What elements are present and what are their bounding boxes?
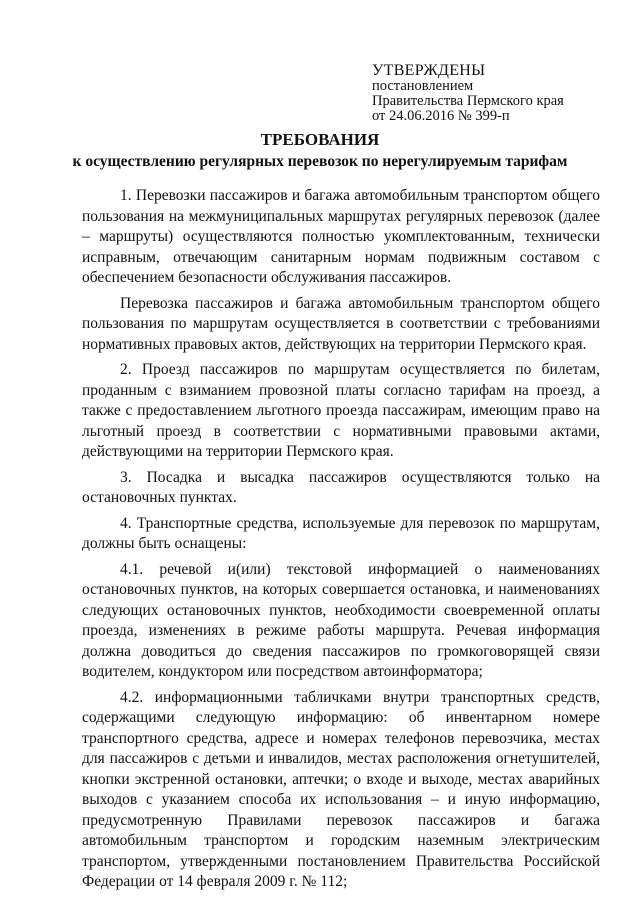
paragraph: 4.1. речевой и(или) текстовой информацией о наименованиях остановочных пунктов, на которых совершается остановка, и наименованиях следующих остановочных пунктов, необходимости своевременной оплаты проезда, изменениях в режиме работы маршрута. Речевая информация должна доводиться до сведения пассажиров по громкоговорящей связи водителем, кондуктором или посредством автоинформатора; (82, 560, 600, 680)
paragraph: 2. Проезд пассажиров по маршрутам осуществляется по билетам, проданным с взиманием провозной платы согласно тарифам на проезд, а также с предоставлением льготного проезда пассажирам, имеющим право на льготный проезд в соответствии с нормативными правовыми актами, действующими на территории Пермского края. (82, 361, 600, 460)
approval-line: Правительства Пермского края (372, 93, 564, 109)
approval-title: УТВЕРЖДЕНЫ (372, 62, 486, 79)
approval-stamp (372, 62, 612, 124)
paragraph: 4. Транспортные средства, используемые для перевозок по маршрутам, должны быть оснащены: (82, 514, 600, 552)
document-body (82, 186, 600, 898)
paragraph: 3. Посадка и высадка пассажиров осуществляются только на остановочных пунктах. (82, 468, 600, 506)
paragraph: 1. Перевозки пассажиров и багажа автомобильным транспортом общего пользования на межмуниципальных маршрутах регулярных перевозок (далее – маршруты) осуществляются полностью укомплектованным, технически исправным, отвечающим санитарным нормам подвижным составом с обеспечением безопасности обслуживания пассажиров. (82, 187, 600, 286)
document-subtitle: к осуществлению регулярных перевозок по нерегулируемым тарифам (72, 153, 568, 170)
paragraph: Перевозка пассажиров и багажа автомобильным транспортом общего пользования по маршрутам осуществляется в соответствии с требованиями нормативных правовых актов, действующих на территории Пермского края. (82, 294, 600, 353)
approval-line: от 24.06.2016 № 399-п (372, 108, 510, 124)
approval-line: постановлением (372, 78, 474, 94)
paragraph: 4.2. информационными табличками внутри транспортных средств, содержащими следующую информацию: об инвентарном номере транспортного средства, адресе и номерах телефонов перевозчика, местах для пассажиров с детьми и инвалидов, местах расположения огнетушителей, кнопки экстренной остановки, аптечки; о входе и выходе, местах аварийных выходов с указанием способа их использования – и иную информацию, предусмотренную Правилами перевозок пассажиров и багажа автомобильным транспортом и городским наземным электрическим транспортом, утвержденными постановлением Правительства Российской Федерации от 14 февраля 2009 г. № 112; (82, 688, 600, 890)
document-title: ТРЕБОВАНИЯ (260, 130, 380, 149)
